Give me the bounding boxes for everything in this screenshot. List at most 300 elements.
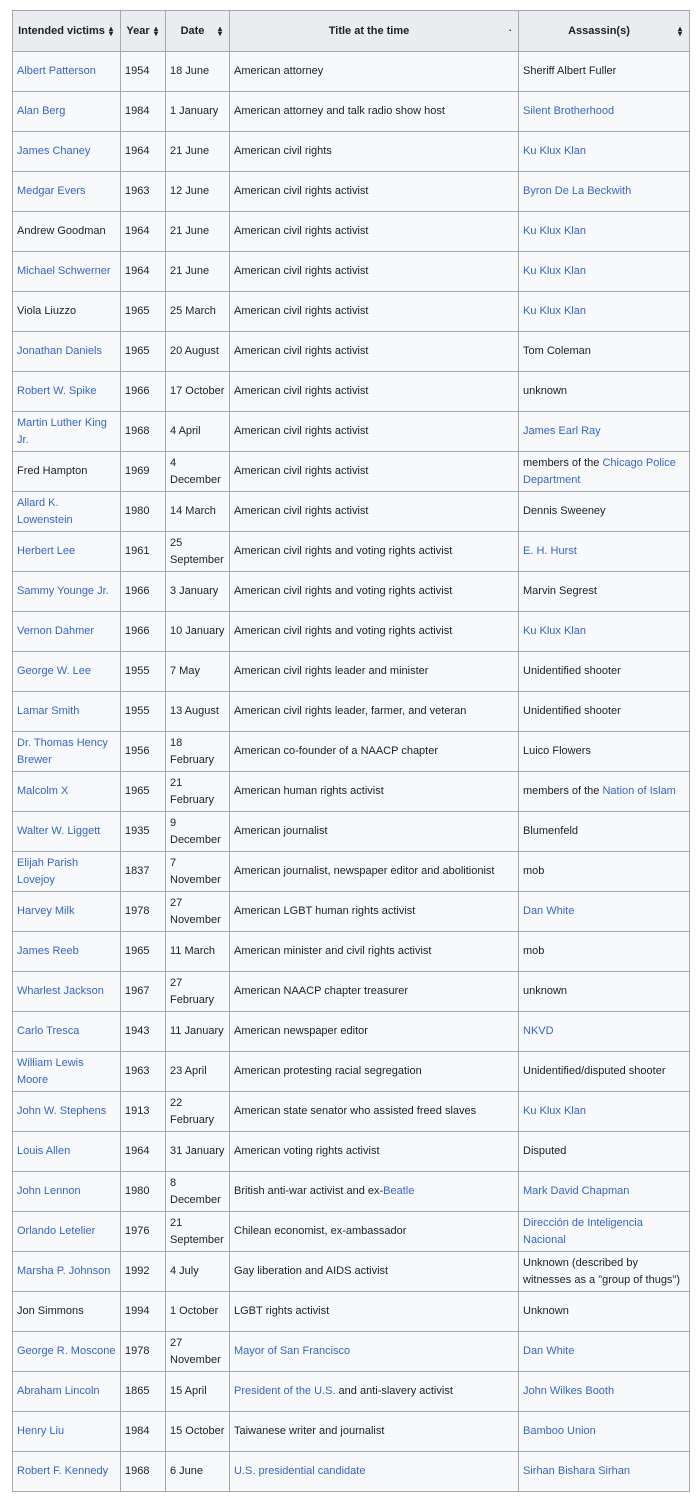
assassin-link[interactable]: Ku Klux Klan bbox=[523, 265, 586, 277]
cell-title bbox=[230, 1012, 519, 1052]
assassin-text: unknown bbox=[523, 985, 568, 997]
cell-title bbox=[230, 1132, 519, 1172]
victim-link[interactable]: George R. Moscone bbox=[17, 1345, 116, 1357]
cell-year: 1992 bbox=[121, 1252, 166, 1292]
cell-date: 9 December bbox=[166, 812, 230, 852]
table-row bbox=[13, 132, 690, 172]
cell-title bbox=[230, 172, 519, 212]
table-row bbox=[13, 772, 690, 812]
table-row bbox=[13, 1132, 690, 1172]
title-text: American civil rights and voting rights activist bbox=[234, 545, 453, 557]
table-row bbox=[13, 892, 690, 932]
victim-link[interactable]: John W. Stephens bbox=[17, 1105, 107, 1117]
assassin-text: members of the bbox=[523, 785, 603, 797]
cell-assassin bbox=[519, 52, 690, 92]
cell-title bbox=[230, 692, 519, 732]
assassin-link[interactable]: John Wilkes Booth bbox=[523, 1385, 615, 1397]
cell-date: 21 June bbox=[166, 132, 230, 172]
cell-victim bbox=[13, 1332, 121, 1372]
victim-link[interactable]: Martin Luther King Jr. bbox=[17, 416, 107, 446]
sort-dot-icon[interactable]: · bbox=[509, 25, 512, 36]
table-row bbox=[13, 172, 690, 212]
cell-victim bbox=[13, 52, 121, 92]
victim-link[interactable]: Orlando Letelier bbox=[17, 1225, 96, 1237]
cell-title bbox=[230, 332, 519, 372]
cell-date: 1 October bbox=[166, 1292, 230, 1332]
table-row bbox=[13, 52, 690, 92]
victim-link[interactable]: Louis Allen bbox=[17, 1145, 71, 1157]
table-row bbox=[13, 1452, 690, 1492]
header-intended-victims[interactable] bbox=[13, 11, 121, 52]
title-text: American voting rights activist bbox=[234, 1145, 380, 1157]
header-title-at-the-time[interactable] bbox=[230, 11, 519, 52]
assassin-text: Unknown (described by witnesses as a "group of thugs") bbox=[523, 1256, 681, 1286]
cell-title bbox=[230, 252, 519, 292]
assassin-text: Disputed bbox=[523, 1145, 567, 1157]
victim-link[interactable]: Alan Berg bbox=[17, 105, 66, 117]
cell-date: 6 June bbox=[166, 1452, 230, 1492]
cell-assassin bbox=[519, 1252, 690, 1292]
cell-assassin bbox=[519, 292, 690, 332]
sort-up-down-icon[interactable]: ▴▾ bbox=[153, 24, 158, 38]
cell-victim bbox=[13, 772, 121, 812]
cell-year: 1968 bbox=[121, 412, 166, 452]
cell-title bbox=[230, 132, 519, 172]
cell-date: 20 August bbox=[166, 332, 230, 372]
cell-victim bbox=[13, 892, 121, 932]
victim-link[interactable]: Walter W. Liggett bbox=[17, 825, 101, 837]
cell-victim bbox=[13, 572, 121, 612]
assassin-link[interactable]: Bamboo Union bbox=[523, 1425, 596, 1437]
header-label: Intended victims bbox=[18, 24, 105, 37]
cell-victim bbox=[13, 972, 121, 1012]
title-text: American civil rights activist bbox=[234, 225, 369, 237]
table-row bbox=[13, 812, 690, 852]
cell-title bbox=[230, 292, 519, 332]
cell-assassin bbox=[519, 1012, 690, 1052]
cell-assassin bbox=[519, 372, 690, 412]
cell-date: 14 March bbox=[166, 492, 230, 532]
cell-year: 1961 bbox=[121, 532, 166, 572]
title-link[interactable]: Mayor of San Francisco bbox=[234, 1345, 351, 1357]
victim-link[interactable]: Dr. Thomas Hency Brewer bbox=[17, 736, 108, 766]
cell-assassin bbox=[519, 892, 690, 932]
cell-title bbox=[230, 1212, 519, 1252]
victim-link[interactable]: George W. Lee bbox=[17, 665, 91, 677]
cell-assassin bbox=[519, 1332, 690, 1372]
assassin-text: Unidentified/disputed shooter bbox=[523, 1065, 666, 1077]
table-row bbox=[13, 932, 690, 972]
title-text: American minister and civil rights activist bbox=[234, 945, 432, 957]
cell-year: 1913 bbox=[121, 1092, 166, 1132]
cell-victim bbox=[13, 1412, 121, 1452]
title-text: LGBT rights activist bbox=[234, 1305, 330, 1317]
cell-date: 27 November bbox=[166, 1332, 230, 1372]
assassin-link[interactable]: Ku Klux Klan bbox=[523, 625, 586, 637]
cell-title bbox=[230, 1412, 519, 1452]
table-row bbox=[13, 1012, 690, 1052]
cell-title bbox=[230, 212, 519, 252]
header-assassins[interactable] bbox=[519, 11, 690, 52]
assassin-text: mob bbox=[523, 945, 545, 957]
cell-title bbox=[230, 652, 519, 692]
cell-date: 11 March bbox=[166, 932, 230, 972]
victim-link[interactable]: Elijah Parish Lovejoy bbox=[17, 856, 79, 886]
victim-link[interactable]: Albert Patterson bbox=[17, 65, 96, 77]
cell-date: 21 June bbox=[166, 252, 230, 292]
title-text: American civil rights leader and minister bbox=[234, 665, 429, 677]
assassin-link[interactable]: Sirhan Bishara Sirhan bbox=[523, 1465, 631, 1477]
table-row bbox=[13, 612, 690, 652]
assassin-text: Blumenfeld bbox=[523, 825, 579, 837]
cell-year: 1865 bbox=[121, 1372, 166, 1412]
cell-assassin bbox=[519, 252, 690, 292]
assassin-link[interactable]: E. H. Hurst bbox=[523, 545, 577, 557]
header-date[interactable] bbox=[166, 11, 230, 52]
table-row bbox=[13, 252, 690, 292]
table-row bbox=[13, 92, 690, 132]
victim-name: Jon Simmons bbox=[17, 1305, 84, 1317]
title-link[interactable]: U.S. presidential candidate bbox=[234, 1465, 366, 1477]
cell-title bbox=[230, 1092, 519, 1132]
cell-date: 4 April bbox=[166, 412, 230, 452]
sort-up-down-icon[interactable]: ▴▾ bbox=[108, 24, 113, 38]
assassin-link[interactable]: James Earl Ray bbox=[523, 425, 601, 437]
title-text: American protesting racial segregation bbox=[234, 1065, 422, 1077]
victim-link[interactable]: Henry Liu bbox=[17, 1425, 65, 1437]
cell-title bbox=[230, 892, 519, 932]
victim-link[interactable]: Marsha P. Johnson bbox=[17, 1265, 111, 1277]
cell-victim bbox=[13, 1452, 121, 1492]
victim-link[interactable]: Carlo Tresca bbox=[17, 1025, 80, 1037]
cell-year: 1978 bbox=[121, 1332, 166, 1372]
cell-title bbox=[230, 1252, 519, 1292]
victim-link[interactable]: James Reeb bbox=[17, 945, 79, 957]
table-row bbox=[13, 1212, 690, 1252]
table-row bbox=[13, 1252, 690, 1292]
victim-link[interactable]: Abraham Lincoln bbox=[17, 1385, 100, 1397]
cell-year: 1980 bbox=[121, 1172, 166, 1212]
table-row bbox=[13, 332, 690, 372]
assassin-link[interactable]: Byron De La Beckwith bbox=[523, 185, 632, 197]
table-row bbox=[13, 572, 690, 612]
title-text: American attorney bbox=[234, 65, 324, 77]
cell-year: 1935 bbox=[121, 812, 166, 852]
title-text: American attorney and talk radio show host bbox=[234, 105, 445, 117]
cell-date: 25 September bbox=[166, 532, 230, 572]
victim-name: Fred Hampton bbox=[17, 465, 88, 477]
cell-victim bbox=[13, 1292, 121, 1332]
title-text: American journalist, newspaper editor and abolitionist bbox=[234, 865, 495, 877]
cell-date: 21 February bbox=[166, 772, 230, 812]
title-link[interactable]: President of the U.S. bbox=[234, 1385, 336, 1397]
cell-assassin bbox=[519, 812, 690, 852]
header-label: Title at the time bbox=[328, 24, 410, 37]
cell-assassin bbox=[519, 1092, 690, 1132]
cell-victim bbox=[13, 1092, 121, 1132]
header-label: Assassin(s) bbox=[568, 24, 630, 37]
cell-year: 1984 bbox=[121, 1412, 166, 1452]
table-row bbox=[13, 1052, 690, 1092]
title-text: American co-founder of a NAACP chapter bbox=[234, 745, 439, 757]
assassin-link[interactable]: NKVD bbox=[523, 1025, 554, 1037]
cell-assassin bbox=[519, 1292, 690, 1332]
cell-year: 1968 bbox=[121, 1452, 166, 1492]
cell-date: 4 July bbox=[166, 1252, 230, 1292]
cell-year: 1965 bbox=[121, 332, 166, 372]
title-text: American human rights activist bbox=[234, 785, 384, 797]
title-text: British anti-war activist and ex- bbox=[234, 1185, 384, 1197]
cell-title bbox=[230, 1052, 519, 1092]
assassin-link[interactable]: Chicago Police Department bbox=[523, 456, 676, 486]
cell-title bbox=[230, 1372, 519, 1412]
title-text: American civil rights activist bbox=[234, 265, 369, 277]
assassin-link[interactable]: Silent Brotherhood bbox=[523, 105, 615, 117]
title-text: American civil rights and voting rights activist bbox=[234, 585, 453, 597]
assassin-text: Dennis Sweeney bbox=[523, 505, 606, 517]
title-text: American NAACP chapter treasurer bbox=[234, 985, 409, 997]
cell-victim bbox=[13, 692, 121, 732]
cell-year: 1955 bbox=[121, 652, 166, 692]
sort-up-down-icon[interactable]: ▴▾ bbox=[217, 24, 222, 38]
cell-assassin bbox=[519, 1212, 690, 1252]
cell-victim bbox=[13, 1212, 121, 1252]
table-row bbox=[13, 1092, 690, 1132]
victim-link[interactable]: Harvey Milk bbox=[17, 905, 75, 917]
victim-link[interactable]: James Chaney bbox=[17, 145, 91, 157]
victim-link[interactable]: Medgar Evers bbox=[17, 185, 86, 197]
cell-assassin bbox=[519, 972, 690, 1012]
cell-title bbox=[230, 1292, 519, 1332]
cell-year: 1963 bbox=[121, 1052, 166, 1092]
assassin-text: Marvin Segrest bbox=[523, 585, 597, 597]
table-row bbox=[13, 452, 690, 492]
cell-victim bbox=[13, 1012, 121, 1052]
victim-link[interactable]: William Lewis Moore bbox=[17, 1056, 84, 1086]
cell-year: 1994 bbox=[121, 1292, 166, 1332]
cell-year: 1964 bbox=[121, 132, 166, 172]
cell-date: 10 January bbox=[166, 612, 230, 652]
cell-victim bbox=[13, 1252, 121, 1292]
cell-year: 1954 bbox=[121, 52, 166, 92]
assassin-text: Unidentified shooter bbox=[523, 665, 621, 677]
cell-assassin bbox=[519, 732, 690, 772]
cell-date: 21 September bbox=[166, 1212, 230, 1252]
victim-name: Andrew Goodman bbox=[17, 225, 106, 237]
cell-title bbox=[230, 1332, 519, 1372]
cell-year: 1966 bbox=[121, 372, 166, 412]
cell-assassin bbox=[519, 1452, 690, 1492]
header-year[interactable] bbox=[121, 11, 166, 52]
title-text: Gay liberation and AIDS activist bbox=[234, 1265, 389, 1277]
victim-link[interactable]: Malcolm X bbox=[17, 785, 69, 797]
table-row bbox=[13, 1332, 690, 1372]
table-row bbox=[13, 732, 690, 772]
table-row bbox=[13, 852, 690, 892]
victim-link[interactable]: Lamar Smith bbox=[17, 705, 80, 717]
table-row bbox=[13, 1412, 690, 1452]
header-label: Year bbox=[126, 24, 150, 37]
table-row bbox=[13, 1372, 690, 1412]
assassin-link[interactable]: Dirección de Inteligencia Nacional bbox=[523, 1216, 643, 1246]
cell-date: 23 April bbox=[166, 1052, 230, 1092]
cell-victim bbox=[13, 532, 121, 572]
assassin-link[interactable]: Ku Klux Klan bbox=[523, 225, 586, 237]
assassin-text: Unidentified shooter bbox=[523, 705, 621, 717]
assassin-link[interactable]: Ku Klux Klan bbox=[523, 1105, 586, 1117]
cell-title bbox=[230, 932, 519, 972]
cell-victim bbox=[13, 292, 121, 332]
table-row bbox=[13, 652, 690, 692]
cell-title bbox=[230, 92, 519, 132]
cell-victim bbox=[13, 172, 121, 212]
cell-title bbox=[230, 572, 519, 612]
cell-assassin bbox=[519, 332, 690, 372]
cell-year: 1965 bbox=[121, 932, 166, 972]
cell-date: 7 November bbox=[166, 852, 230, 892]
cell-date: 7 May bbox=[166, 652, 230, 692]
cell-year: 1966 bbox=[121, 572, 166, 612]
cell-victim bbox=[13, 652, 121, 692]
title-text: American civil rights leader, farmer, and veteran bbox=[234, 705, 467, 717]
cell-victim bbox=[13, 492, 121, 532]
cell-victim bbox=[13, 412, 121, 452]
cell-title bbox=[230, 772, 519, 812]
cell-date: 15 April bbox=[166, 1372, 230, 1412]
assassin-link[interactable]: Ku Klux Klan bbox=[523, 145, 586, 157]
table-row bbox=[13, 972, 690, 1012]
cell-assassin bbox=[519, 532, 690, 572]
cell-victim bbox=[13, 332, 121, 372]
cell-date: 21 June bbox=[166, 212, 230, 252]
table-row bbox=[13, 692, 690, 732]
assassin-link[interactable]: Dan White bbox=[523, 1345, 575, 1357]
cell-title bbox=[230, 412, 519, 452]
victim-link[interactable]: Sammy Younge Jr. bbox=[17, 585, 109, 597]
title-text: Chilean economist, ex-ambassador bbox=[234, 1225, 407, 1237]
cell-date: 3 January bbox=[166, 572, 230, 612]
cell-assassin bbox=[519, 1132, 690, 1172]
victim-link[interactable]: John Lennon bbox=[17, 1185, 81, 1197]
assassinations-table bbox=[12, 10, 690, 1492]
assassin-text: Tom Coleman bbox=[523, 345, 591, 357]
victim-link[interactable]: Jonathan Daniels bbox=[17, 345, 103, 357]
victim-link[interactable]: Wharlest Jackson bbox=[17, 985, 104, 997]
title-link[interactable]: Beatle bbox=[383, 1185, 415, 1197]
cell-year: 1978 bbox=[121, 892, 166, 932]
cell-year: 1964 bbox=[121, 252, 166, 292]
cell-date: 17 October bbox=[166, 372, 230, 412]
header-label: Date bbox=[180, 24, 205, 37]
assassin-text: members of the bbox=[523, 456, 603, 469]
victim-link[interactable]: Michael Schwerner bbox=[17, 265, 111, 277]
cell-assassin bbox=[519, 452, 690, 492]
title-text: American state senator who assisted freed slaves bbox=[234, 1105, 477, 1117]
table-row bbox=[13, 372, 690, 412]
title-text: American civil rights activist bbox=[234, 305, 369, 317]
table-row bbox=[13, 412, 690, 452]
table-row bbox=[13, 212, 690, 252]
cell-assassin bbox=[519, 1172, 690, 1212]
cell-year: 1955 bbox=[121, 692, 166, 732]
assassin-link[interactable]: Dan White bbox=[523, 905, 575, 917]
title-text: American civil rights activist bbox=[234, 505, 369, 517]
cell-victim bbox=[13, 1052, 121, 1092]
cell-date: 1 January bbox=[166, 92, 230, 132]
title-text: American civil rights activist bbox=[234, 185, 369, 197]
assassin-link[interactable]: Nation of Islam bbox=[602, 785, 676, 797]
table-row bbox=[13, 292, 690, 332]
cell-assassin bbox=[519, 572, 690, 612]
cell-year: 1963 bbox=[121, 172, 166, 212]
cell-year: 1956 bbox=[121, 732, 166, 772]
cell-title bbox=[230, 372, 519, 412]
cell-title bbox=[230, 852, 519, 892]
title-text: and anti-slavery activist bbox=[335, 1385, 453, 1397]
cell-victim bbox=[13, 452, 121, 492]
cell-victim bbox=[13, 372, 121, 412]
cell-assassin bbox=[519, 932, 690, 972]
cell-assassin bbox=[519, 852, 690, 892]
title-text: American LGBT human rights activist bbox=[234, 905, 416, 917]
header-row bbox=[13, 11, 690, 52]
sort-up-down-icon[interactable]: ▴▾ bbox=[677, 24, 682, 38]
cell-assassin bbox=[519, 412, 690, 452]
victim-link[interactable]: Robert F. Kennedy bbox=[17, 1465, 109, 1477]
cell-date: 22 February bbox=[166, 1092, 230, 1132]
table-row bbox=[13, 1172, 690, 1212]
cell-title bbox=[230, 492, 519, 532]
cell-assassin bbox=[519, 612, 690, 652]
cell-victim bbox=[13, 1132, 121, 1172]
cell-title bbox=[230, 532, 519, 572]
cell-title bbox=[230, 452, 519, 492]
cell-title bbox=[230, 1452, 519, 1492]
cell-victim bbox=[13, 252, 121, 292]
cell-date: 12 June bbox=[166, 172, 230, 212]
cell-victim bbox=[13, 92, 121, 132]
victim-link[interactable]: Vernon Dahmer bbox=[17, 625, 95, 637]
cell-assassin bbox=[519, 132, 690, 172]
victim-link[interactable]: Allard K. Lowenstein bbox=[17, 496, 73, 526]
assassin-text: Sheriff Albert Fuller bbox=[523, 65, 617, 77]
assassin-link[interactable]: Ku Klux Klan bbox=[523, 305, 586, 317]
table-row bbox=[13, 492, 690, 532]
cell-victim bbox=[13, 612, 121, 652]
cell-year: 1837 bbox=[121, 852, 166, 892]
cell-title bbox=[230, 612, 519, 652]
cell-date: 31 January bbox=[166, 1132, 230, 1172]
cell-year: 1967 bbox=[121, 972, 166, 1012]
cell-assassin bbox=[519, 212, 690, 252]
victim-link[interactable]: Robert W. Spike bbox=[17, 385, 97, 397]
cell-title bbox=[230, 1172, 519, 1212]
assassin-text: unknown bbox=[523, 385, 568, 397]
cell-year: 1965 bbox=[121, 772, 166, 812]
cell-assassin bbox=[519, 492, 690, 532]
cell-date: 8 December bbox=[166, 1172, 230, 1212]
cell-date: 15 October bbox=[166, 1412, 230, 1452]
assassin-link[interactable]: Mark David Chapman bbox=[523, 1185, 630, 1197]
cell-title bbox=[230, 52, 519, 92]
cell-assassin bbox=[519, 172, 690, 212]
assassin-text: Luico Flowers bbox=[523, 745, 591, 757]
cell-assassin bbox=[519, 1372, 690, 1412]
cell-year: 1943 bbox=[121, 1012, 166, 1052]
cell-assassin bbox=[519, 652, 690, 692]
victim-link[interactable]: Herbert Lee bbox=[17, 545, 76, 557]
cell-victim bbox=[13, 1172, 121, 1212]
